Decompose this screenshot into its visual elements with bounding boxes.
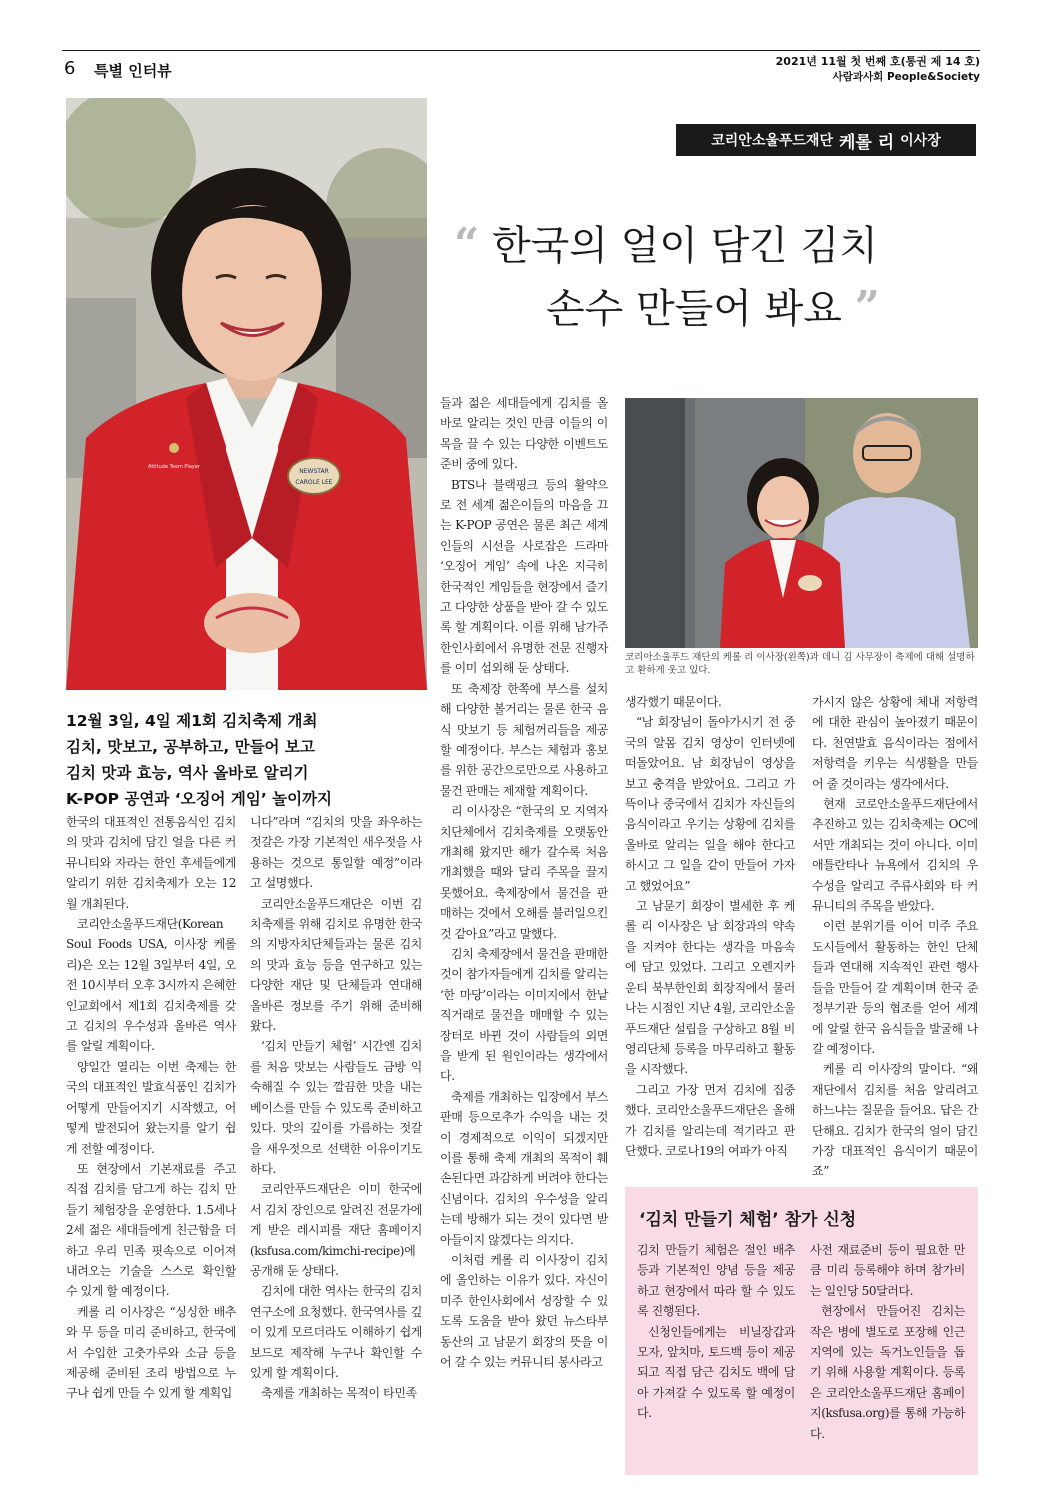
headline xyxy=(454,214,924,340)
subhead: 김치 맛과 효능, 역사 올바로 알리기 xyxy=(66,764,309,782)
paragraph: 한국의 대표적인 전통음식인 김치의 맛과 김치에 담긴 얼을 다른 커뮤니티와 자라는 한인 후세들에게 알리기 위한 김치축제가 오는 12월 개최된다. xyxy=(66,815,236,911)
article-column-2 xyxy=(250,812,422,1404)
paragraph: 이런 분위기를 이어 미주 주요 도시들에서 활동하는 한인 단체들과 연대해 지속적인 관련 행사들을 만들어 갈 계획이며 한국 준정부기관 등의 협조를 얻어 세계에 알릴 한국 음식들을 발굴해 나갈 예정이다. xyxy=(812,919,978,1056)
paragraph: 고 남문기 회장이 별세한 후 케롤 리 이사장은 남 회장과의 약속을 지켜야 한다는 생각을 마음속에 담고 있었다. 그리고 오렌지카운티 북부한인회 회장직에서 물러나는 시점인 지난 4월, 코리안소울푸드재단 설립을 구상하고 8월 비영리단체 등록을 마무리하고 활동을 시작했다. xyxy=(625,899,795,1077)
section-title: 특별 인터뷰 xyxy=(94,62,172,80)
paragraph: 코리안소울푸드재단(Korean Soul Foods USA, 이사장 케롤 리)은 오는 12월 3일부터 4일, 오전 10시부터 오후 3시까지 은혜한인교회에서 제1회 김치축제를 갖고 김치의 우수성과 올바른 역사를 알릴 계획이다. xyxy=(66,917,236,1054)
paragraph: 또 현장에서 기본재료를 주고 직접 김치를 담그게 하는 김치 만들기 체험장을 운영한다. 1.5세나 2세 젊은 세대들에게 친근함을 더하고 우리 민족 핏속으로 이어져 내려오는 기술을 스스로 확인할 수 있게 할 예정이다. xyxy=(66,1161,236,1299)
article-column-1 xyxy=(66,812,236,1404)
issue-info: 2021년 11월 첫 번째 호(통권 제 14 호) xyxy=(775,55,980,68)
subheads xyxy=(66,708,427,812)
headline-line2: 손수 만들어 봐요 xyxy=(546,286,842,332)
subhead: 12월 3일, 4일 제1회 김치축제 개최 xyxy=(66,712,318,730)
paragraph: 생각했기 때문이다. xyxy=(625,695,722,709)
paragraph: 김치 만들기 체험은 절인 배추 등과 기본적인 양념 등을 제공하고 현장에서 따라 할 수 있도록 진행된다. xyxy=(637,1243,795,1319)
registration-info-box xyxy=(625,1187,978,1475)
banner-org: 코리안소울푸드재단 xyxy=(711,133,833,149)
pin-text: Attitude Team Player xyxy=(148,464,200,470)
article-column-3 xyxy=(440,393,608,1373)
paragraph: 니다”라며 “김치의 맛을 좌우하는 젓갈은 가장 기본적인 새우젓을 사용하는 것으로 통일할 예정”이라고 설명했다. xyxy=(250,815,422,891)
article-column-5 xyxy=(812,692,978,1182)
badge-brand: NEWSTAR xyxy=(299,468,329,475)
banner-name: 케롤 리 xyxy=(838,132,895,153)
paragraph: 코리안푸드재단은 이미 한국에서 김치 장인으로 알려진 전문가에게 받은 레시피를 재단 홈페이지(ksfusa.com/kimchi-recipe)에 공개해 둔 상태다. xyxy=(250,1182,422,1278)
second-photo xyxy=(625,398,978,648)
open-quote-mark: “ xyxy=(454,219,480,270)
banner-role: 이사장 xyxy=(900,133,941,149)
box-column-2 xyxy=(810,1240,965,1444)
article-column-4 xyxy=(625,692,795,1161)
paragraph: 리 이사장은 “한국의 모 지역자치단체에서 김치축제를 오랫동안 개최해 왔지만 해가 갈수록 처음 개최했을 때와 달리 주목을 끌지 못했어요. 축제장에서 물건을 판매하는 것에서 오해를 불러일으킨 것 같아요”라고 말했다. xyxy=(440,804,608,941)
paragraph: 현장에서 만들어진 김치는 작은 병에 별도로 포장해 인근 지역에 있는 독거노인들을 돕기 위해 사용할 계획이다. 등록은 코리안소울푸드재단 홈페이지(ksfusa.org)를 통해 가능하다. xyxy=(810,1304,965,1441)
paragraph: 축제를 개최하는 목적이 타민족 xyxy=(261,1386,417,1401)
paragraph: 그리고 가장 먼저 김치에 집중했다. 코리안소울푸드재단은 올해가 김치를 알리는데 적기라고 판단했다. 코로나19의 여파가 아직 xyxy=(625,1082,795,1158)
paragraph: 또 축제장 한쪽에 부스를 설치해 다양한 볼거리는 물론 한국 음식 맛보기 등 체험꺼리들을 제공할 예정이다. 부스는 체험과 홍보를 위한 공간으로만으로 사용하고 물건 판매는 제재할 계획이다. xyxy=(440,681,608,798)
header-rule xyxy=(62,50,980,51)
paragraph: 김치에 대한 역사는 한국의 김치연구소에 요청했다. 한국역사를 깊이 있게 모르더라도 이해하기 쉽게 보드로 제작해 누구나 확인할 수 있게 할 계획이다. xyxy=(250,1284,422,1380)
paragraph: 케롤 리 이사장은 “싱싱한 배추와 무 등을 미리 준비하고, 한국에서 수입한 고춧가루와 소금 등을 제공해 준비된 조리 방법으로 누구나 쉽게 만들 수 있게 할 계획입 xyxy=(66,1304,236,1401)
main-portrait-photo xyxy=(66,98,427,690)
interviewee-banner xyxy=(676,124,976,156)
publication-name: 사람과사회 People&Society xyxy=(832,71,980,83)
paragraph: 사전 재료준비 등이 필요한 만큼 미리 등록해야 하며 참가비는 일인당 50달러다. xyxy=(810,1243,965,1298)
paragraph: 코리안소울푸드재단은 이번 김치축제를 위해 김치로 유명한 한국의 지방자치단체들과는 물론 김치의 맛과 효능 등을 연구하고 있는 다양한 재단 및 단체들과 연대해 올바른 정보를 주기 위해 준비해 왔다. xyxy=(250,896,422,1034)
paragraph: 신청인들에게는 비닐장갑과 모자, 앞치마, 토드백 등이 제공되고 직접 담근 김치도 백에 담아 가져갈 수 있도록 할 예정이다. xyxy=(637,1324,795,1421)
paragraph: 김치 축제장에서 물건을 판매한 것이 참가자들에게 김치를 알리는 ‘한 마당’이라는 이미지에서 한낱 직거래로 물건을 매매할 수 있는 장터로 바뀐 것이 사람들의 외면을 받게 된 원인이라는 생각에서다. xyxy=(440,946,608,1084)
paragraph: 양일간 열리는 이번 축제는 한국의 대표적인 발효식품인 김치가 어떻게 만들어지기 시작했고, 어떻게 발전되어 왔는지를 알기 쉽게 전할 예정이다. xyxy=(66,1059,236,1156)
box-column-1 xyxy=(637,1240,795,1424)
subhead: K-POP 공연과 ‘오징어 게임’ 놀이까지 xyxy=(66,790,333,808)
paragraph: “남 회장님이 돌아가시기 전 중국의 알몸 김치 영상이 인터넷에 떠돌았어요. 남 회장님이 영상을 보고 충격을 받았어요. 그리고 가뜩이나 중국에서 김치가 자신들의 음식이라고 우기는 상황에 김치를 올바로 알리는 일을 해야 한다고 하시고 그 일을 같이 만들어 가자고 했었어요” xyxy=(625,715,795,893)
paragraph: BTS나 블랙핑크 등의 활약으로 전 세계 젊은이들의 마음을 끄는 K-POP 공연은 물론 최근 세계인들의 시선을 사로잡은 드라마 ‘오징어 게임’ 속에 나온 지극히 한국적인 게임들을 현장에서 즐기고 다양한 상품을 받아 갈 수 있도록 할 계획이다. 이를 위해 남가주 한인사회에서 유명한 전문 진행자를 이미 섭외해 둔 상태다. xyxy=(440,477,608,676)
photo-caption: 코리아소울푸드 재단의 케롤 리 이사장(왼쪽)과 데니 김 사무장이 축제에 대해 설명하고 환하게 웃고 있다. xyxy=(625,652,975,676)
paragraph: 들과 젊은 세대들에게 김치를 올바로 알리는 것인 만큼 이들의 이목을 끌 수 있는 다양한 이벤트도 준비 중에 있다. xyxy=(440,396,608,472)
page-number: 6 xyxy=(64,58,76,79)
paragraph: ‘김치 만들기 체험’ 시간엔 김치를 처음 맛보는 사람들도 금방 익숙해질 수 있는 깔끔한 맛을 내는 베이스를 만들 수 있도록 준비하고 있다. 맛의 깊이를 가름하는 젓갈을 새우젓으로 선택한 이유이기도 하다. xyxy=(250,1039,422,1176)
headline-line1: 한국의 얼이 담긴 김치 xyxy=(492,223,878,269)
box-title: ‘김치 만들기 체험’ 참가 신청 xyxy=(639,1210,857,1230)
paragraph: 현재 코로안소울푸드재단에서 추진하고 있는 김치축제는 OC에서만 개최되는 것이 아니다. 이미 애틀란타나 뉴욕에서 김치의 우수성을 알리고 주류사회와 타 커뮤니티의 주목을 받았다. xyxy=(812,797,978,914)
paragraph: 가시지 않은 상황에 체내 저항력에 대한 관심이 높아졌기 때문이다. 천연발효 음식이라는 점에서 저항력을 키우는 식생활을 만들어 줄 것이라는 생각에서다. xyxy=(812,695,978,791)
subhead: 김치, 맛보고, 공부하고, 만들어 보고 xyxy=(66,738,315,756)
paragraph: 이처럼 케롤 리 이사장이 김치에 올인하는 이유가 있다. 자신이 미주 한인사회에서 성장할 수 있도록 도움을 받아 왔던 뉴스타부동산의 고 남문기 회장의 뜻을 이어 갈 수 있는 커뮤니티 봉사라고 xyxy=(440,1253,608,1370)
paragraph: 케롤 리 이사장의 말이다. “왜 재단에서 김치를 처음 알리려고 하느냐는 질문을 들어요. 답은 간단해요. 김치가 한국의 얼이 담긴 가장 대표적인 음식이기 때문이죠” xyxy=(812,1062,978,1179)
paragraph: 축제를 개최하는 입장에서 부스 판매 등으로추가 수익을 내는 것이 경제적으로 이익이 되겠지만 이를 통해 축제 개최의 목적이 훼손된다면 과감하게 버려야 한다는 신념이다. 김치의 우수성을 알리는데 방해가 되는 것이 있다면 받아들이지 않겠다는 의지다. xyxy=(440,1089,608,1247)
close-quote-mark: ” xyxy=(854,282,880,333)
badge-name: CAROLE LEE xyxy=(295,479,333,486)
